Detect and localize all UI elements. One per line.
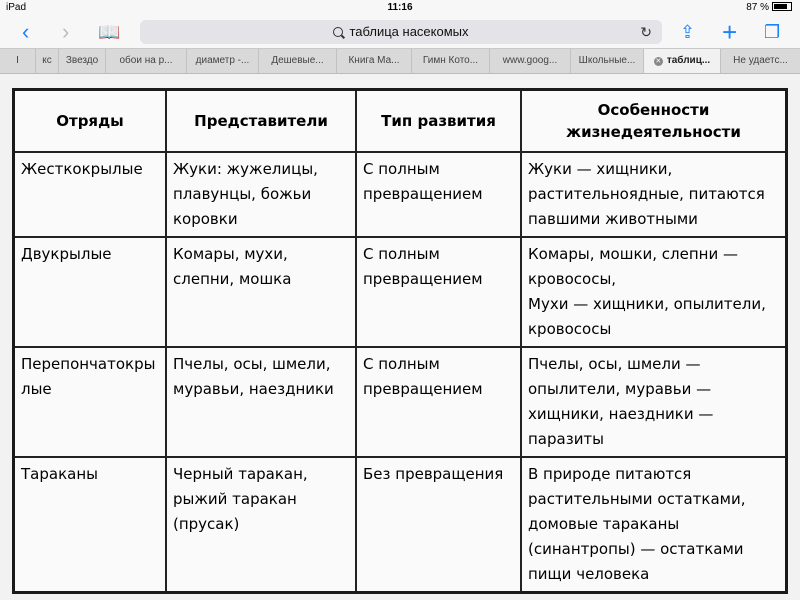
tab[interactable]: обои на р... [106, 49, 187, 73]
table-cell: В природе питаются растительными остатками, домовые тараканы (синантропы) — остатками пищи человека [521, 457, 787, 593]
header-cell: Представители [166, 90, 356, 153]
forward-button[interactable]: › [62, 19, 70, 44]
device-label: iPad [6, 2, 27, 13]
tab[interactable]: www.goog... [490, 49, 571, 73]
insect-table [12, 88, 788, 594]
tab[interactable]: Не удаетс... [721, 49, 800, 73]
tab[interactable]: Ι [0, 49, 36, 73]
tab[interactable]: Школьные... [571, 49, 644, 73]
share-button[interactable]: ⇪ [680, 22, 696, 42]
header-cell: Отряды [14, 90, 167, 153]
table-cell: Пчелы, осы, шмели — опылители, муравьи — хищники, наездники — паразиты [521, 347, 787, 457]
new-tab-button[interactable]: + [722, 17, 738, 47]
header-cell: Тип развития [356, 90, 521, 153]
address-text: таблица насекомых [349, 24, 469, 39]
header-cell: Особенности жизнедеятельности [521, 90, 787, 153]
tab[interactable]: Дешевые... [259, 49, 337, 73]
bookmarks-icon[interactable]: 📖 [98, 22, 121, 42]
table-row [14, 152, 787, 237]
address-bar[interactable] [140, 20, 662, 44]
table-row [14, 457, 787, 593]
table-cell: Жуки — хищники, растительноядные, питаются павшими животными [521, 152, 787, 237]
tab[interactable]: Гимн Кото... [412, 49, 490, 73]
table-cell: Черный таракан, рыжий таракан (прусак) [166, 457, 356, 593]
tab[interactable]: кс [36, 49, 59, 73]
status-bar [0, 0, 800, 16]
clock: 11:16 [387, 2, 413, 13]
table-cell: Пчелы, осы, шмели, муравьи, наездники [166, 347, 356, 457]
table-cell: Двукрылые [14, 237, 167, 347]
table-row [14, 237, 787, 347]
table-cell: Перепончатокрылые [14, 347, 167, 457]
table-cell: С полным превращением [356, 152, 521, 237]
tab[interactable]: Звездо [59, 49, 106, 73]
table-cell: Жесткокрылые [14, 152, 167, 237]
close-tab-icon[interactable]: ✕ [655, 58, 662, 65]
back-button[interactable]: ‹ [22, 19, 30, 44]
search-icon [333, 27, 343, 37]
table-cell: Комары, мошки, слепни — кровососы, Мухи — хищники, опылители, кровососы [521, 237, 787, 347]
reload-button[interactable]: ↻ [640, 24, 652, 40]
table-cell: Комары, мухи, слепни, мошка [166, 237, 356, 347]
table-row [14, 347, 787, 457]
tab-strip [0, 48, 800, 74]
battery-icon [772, 2, 792, 11]
table-header-row [14, 90, 787, 153]
table-cell: Жуки: жужелицы, плавунцы, божьи коровки [166, 152, 356, 237]
table-cell: С полным превращением [356, 237, 521, 347]
table-cell: Тараканы [14, 457, 167, 593]
tab[interactable]: диаметр -... [187, 49, 259, 73]
tab[interactable]: Книга Ма... [337, 49, 412, 73]
table-cell: С полным превращением [356, 347, 521, 457]
battery-percent: 87 % [746, 2, 769, 13]
table-cell: Без превращения [356, 457, 521, 593]
tabs-overview-button[interactable]: ❐ [764, 22, 781, 42]
battery-indicator [746, 2, 792, 13]
browser-toolbar [0, 16, 800, 48]
tab-active[interactable]: ✕ таблиц... [644, 49, 721, 73]
